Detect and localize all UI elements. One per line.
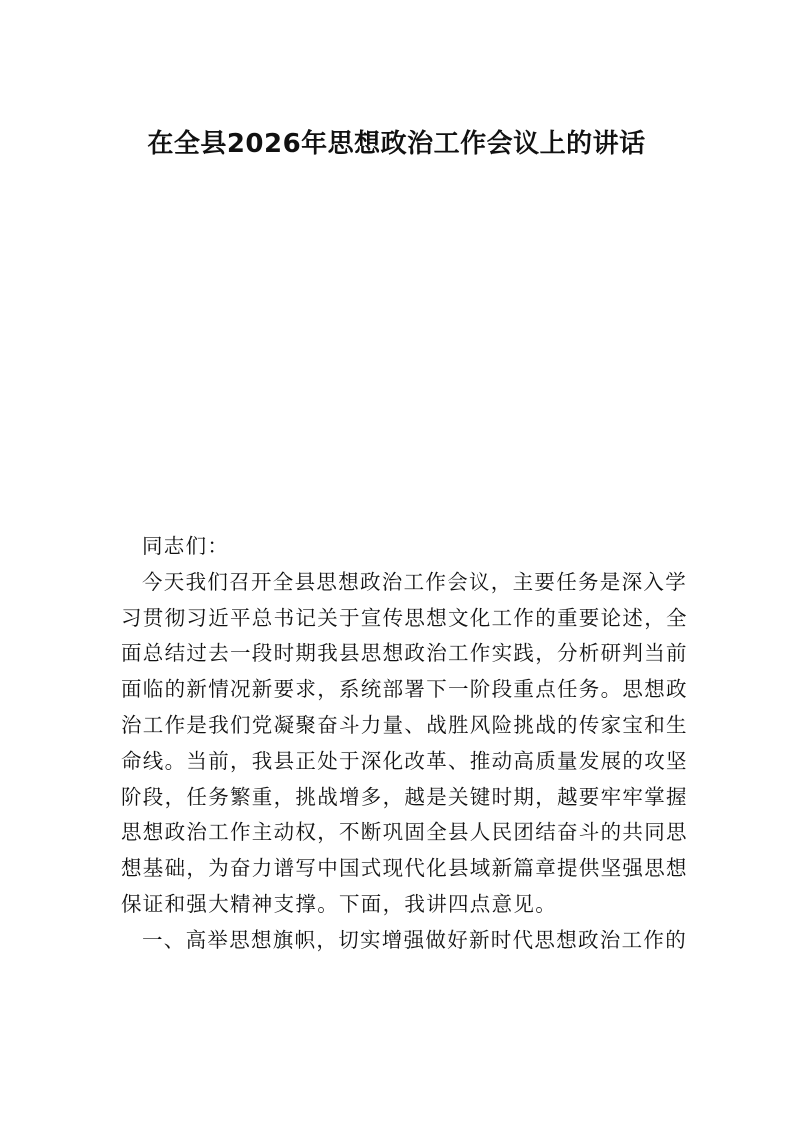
document-body: [121, 529, 688, 959]
salutation: 同志们：: [142, 534, 230, 558]
paragraph-line: 阶段，任务繁重，挑战增多，越是关键时期，越要牢牢掌握: [121, 784, 688, 809]
section-heading: 一、高举思想旗帜，切实增强做好新时代思想政治工作的: [142, 927, 687, 952]
paragraph-line: 习贯彻习近平总书记关于宣传思想文化工作的重要论述，全: [121, 605, 688, 630]
paragraph-line: 思想政治工作主动权，不断巩固全县人民团结奋斗的共同思: [121, 820, 688, 845]
paragraph-line: 面总结过去一段时期我县思想政治工作实践，分析研判当前: [121, 641, 688, 666]
paragraph-line: 面临的新情况新要求，系统部署下一阶段重点任务。思想政: [121, 677, 688, 702]
document-title: 在全县2026年思想政治工作会议上的讲话: [147, 129, 646, 159]
paragraph-line: 命线。当前，我县正处于深化改革、推动高质量发展的攻坚: [121, 748, 688, 773]
paragraph-line: 今天我们召开全县思想政治工作会议，主要任务是深入学: [142, 569, 687, 594]
paragraph-line: 想基础，为奋力谱写中国式现代化县域新篇章提供坚强思想: [121, 856, 688, 881]
paragraph-line: 保证和强大精神支撑。下面，我讲四点意见。: [121, 891, 557, 916]
paragraph-line: 治工作是我们党凝聚奋斗力量、战胜风险挑战的传家宝和生: [121, 712, 688, 737]
